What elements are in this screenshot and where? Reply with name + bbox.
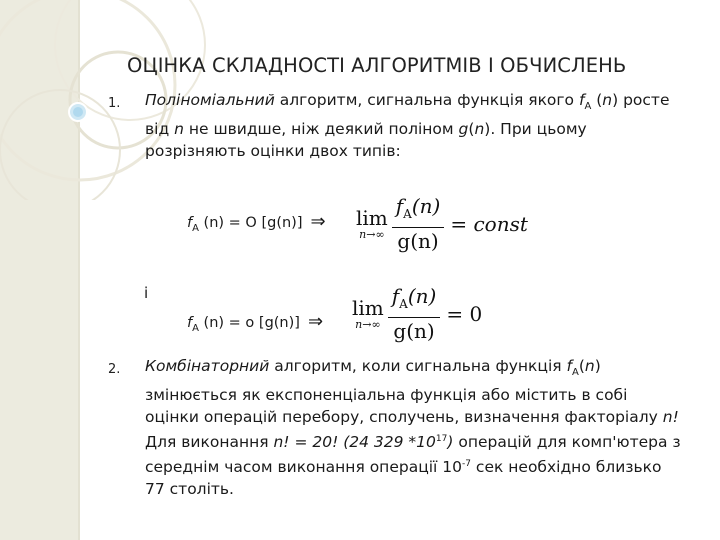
exponent: 17: [435, 434, 448, 445]
small-o-definition: [187, 311, 323, 334]
func-f: f: [395, 194, 404, 218]
text-line: змінюється як експоненціальна функція або містить в собі: [145, 386, 628, 405]
small-o-limit: [352, 283, 482, 344]
var-n: n: [474, 120, 485, 139]
text-fragment: ): [447, 433, 454, 452]
limit-fraction: [388, 283, 441, 344]
limit-result: = 0: [446, 301, 483, 326]
text-line: 77 століть.: [145, 480, 234, 499]
text-fragment: не швидше, ніж деякий поліном: [183, 120, 459, 139]
text-fragment: алгоритм, сигнальна функція якого: [274, 91, 579, 109]
text-fragment: ). При цьому: [484, 120, 587, 139]
limit-result: = const: [450, 211, 528, 236]
text-fragment: (: [468, 120, 475, 139]
numerator-arg: (n): [407, 284, 437, 308]
slide-title: ОЦІНКА СКЛАДНОСТІ АЛГОРИТМІВ І ОБЧИСЛЕНЬ: [127, 54, 627, 77]
limit-operator: [356, 207, 388, 241]
big-o-limit: [356, 193, 528, 254]
func-sub: A: [571, 367, 579, 379]
limit-fraction: [392, 193, 445, 254]
item-2-text: [145, 355, 710, 500]
text-fragment: (: [578, 357, 585, 375]
var-n: n: [584, 357, 595, 375]
text-fragment: сек необхідно близько: [471, 458, 662, 477]
text-fragment: середнім часом виконання операції 10: [145, 458, 463, 477]
lim-subscript: n→∞: [355, 317, 381, 331]
func-sub: A: [192, 222, 199, 234]
big-o-definition: [187, 211, 326, 234]
lim-label: lim: [352, 295, 384, 320]
func-sub: A: [403, 207, 412, 221]
lim-subscript: n→∞: [359, 227, 385, 241]
item-2-number: 2.: [108, 362, 121, 377]
item-1-number: 1.: [108, 96, 121, 111]
func-sub: A: [399, 297, 408, 311]
lim-label: lim: [356, 205, 388, 230]
numerator-arg: (n): [411, 194, 441, 218]
text-line: розрізняють оцінки двох типів:: [145, 142, 401, 161]
limit-operator: [352, 297, 384, 331]
var-n: n: [602, 91, 613, 109]
implies-arrow-icon: ⇒: [307, 311, 324, 332]
formula-text: (n) = O [g(n)]: [198, 215, 303, 231]
connector-and: і: [144, 284, 149, 302]
func-sub: A: [192, 322, 199, 334]
term-polynomial: Поліноміальний: [145, 91, 275, 109]
factorial-value: n! = 20! (24 329 *10: [273, 433, 436, 452]
text-fragment: ): [594, 357, 601, 375]
func-f: f: [187, 315, 193, 331]
func-sub: A: [584, 101, 592, 113]
denominator: g(n): [388, 317, 441, 344]
var-n: n: [174, 120, 184, 139]
denominator: g(n): [392, 227, 445, 254]
exponent: -7: [462, 459, 471, 470]
func-f: f: [566, 357, 572, 375]
func-g: g: [458, 120, 469, 139]
text-fragment: від: [145, 120, 175, 139]
implies-arrow-icon: ⇒: [310, 211, 326, 232]
text-fragment: оцінки операцій перебору, сполучень, визначення факторіалу: [145, 408, 663, 427]
func-f: f: [391, 284, 400, 308]
text-fragment: Для виконання: [145, 433, 274, 452]
func-f: f: [578, 91, 585, 109]
factorial-n: n!: [662, 408, 679, 427]
item-1-text: [145, 89, 705, 162]
formula-text: (n) = o [g(n)]: [198, 315, 300, 331]
term-combinatorial: Комбінаторний: [145, 357, 270, 375]
func-f: f: [187, 215, 193, 231]
text-fragment: ) росте: [612, 91, 670, 109]
text-fragment: операцій для комп'ютера з: [453, 433, 681, 452]
text-fragment: алгоритм, коли сигнальна функція: [269, 357, 567, 375]
text-fragment: (: [591, 91, 603, 109]
